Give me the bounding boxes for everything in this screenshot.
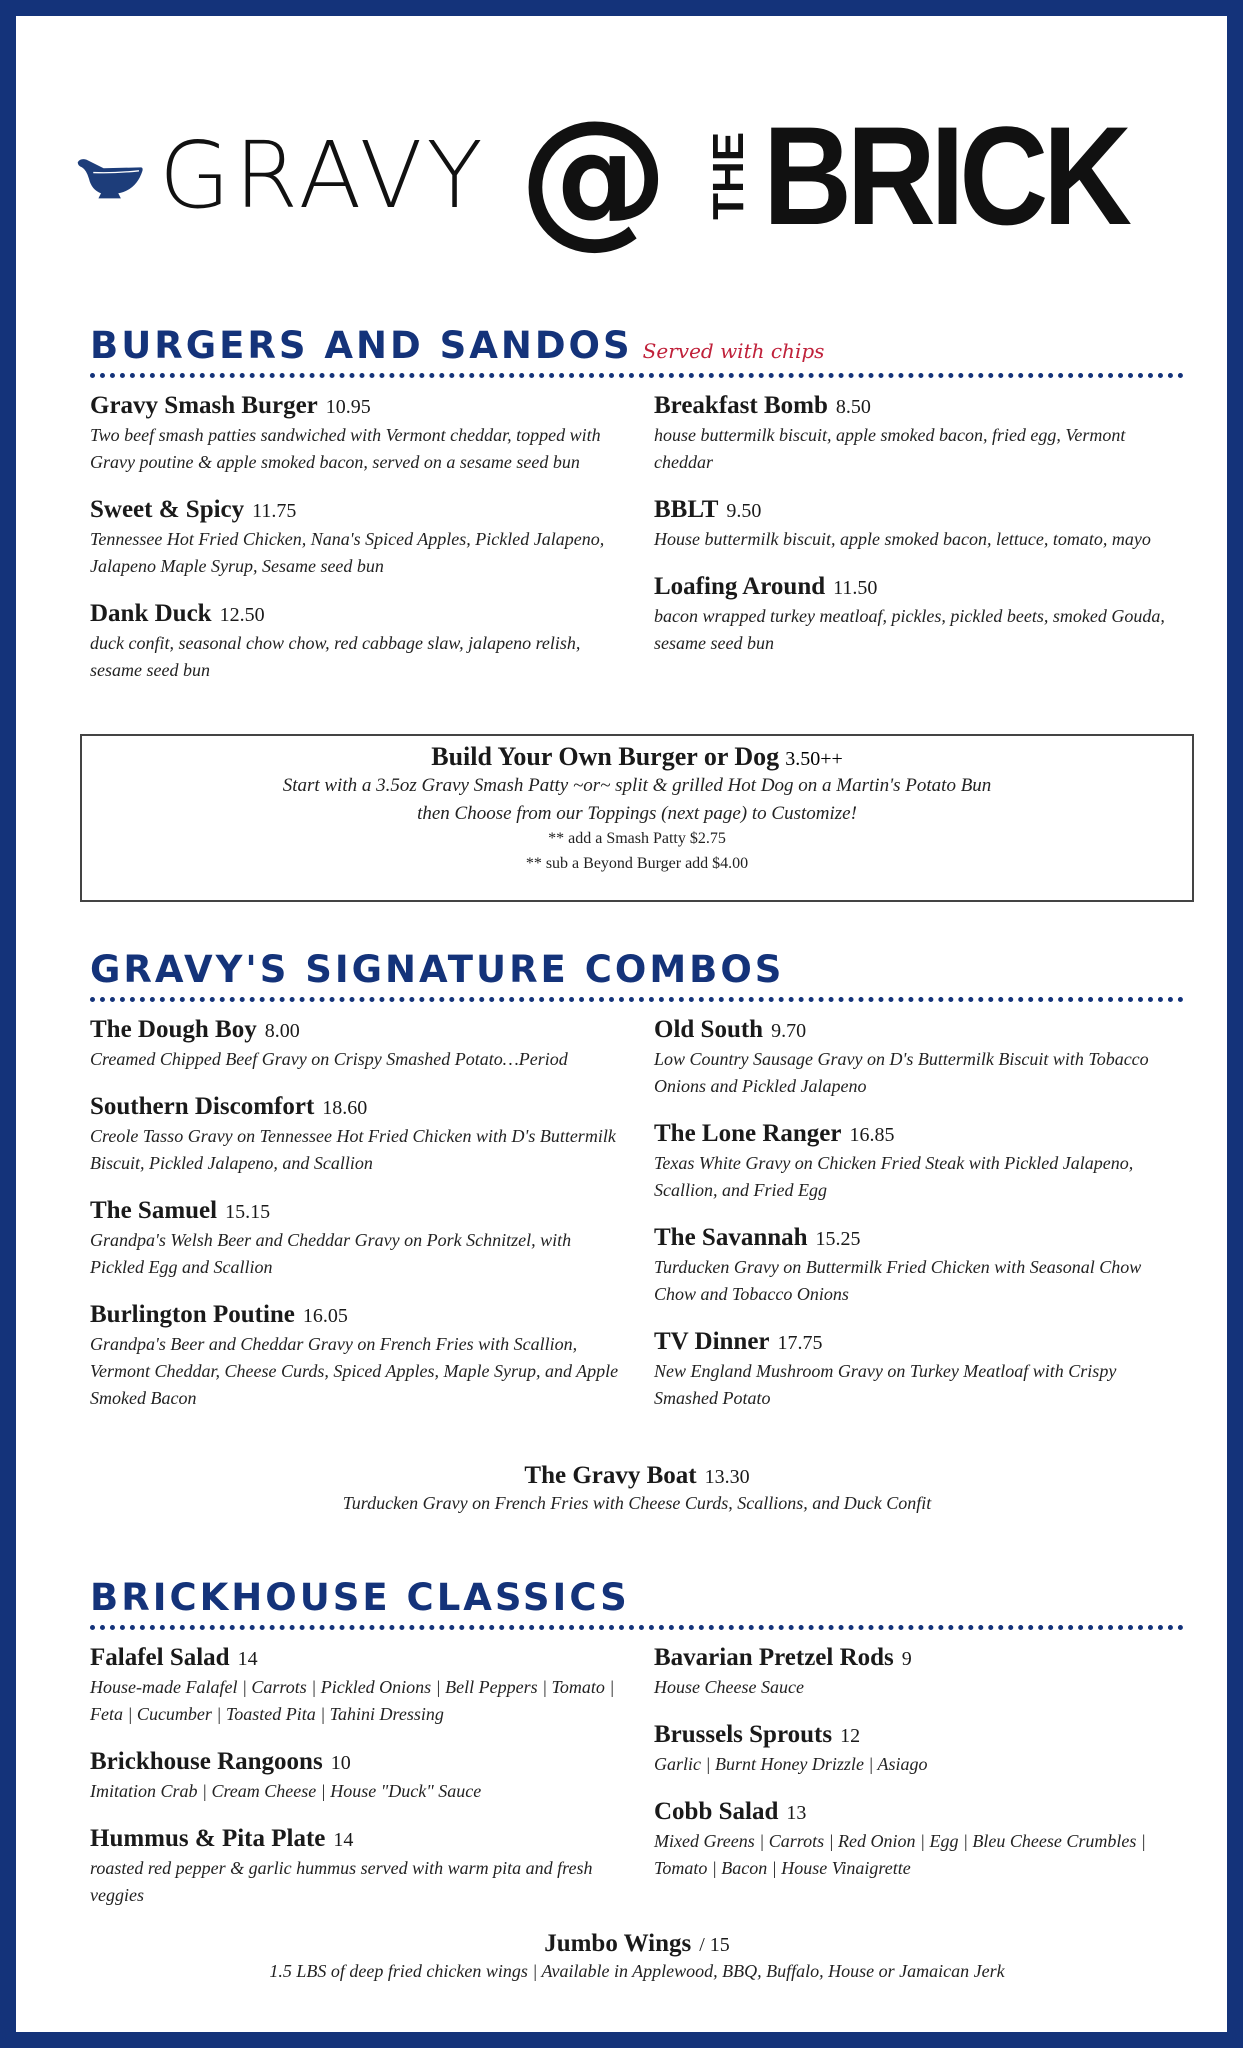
- section-title: BRICKHOUSE CLASSICS: [90, 1576, 630, 1619]
- item-price: 14: [237, 1648, 258, 1670]
- menu-item: [654, 1224, 1184, 1308]
- menu-item: [90, 1825, 620, 1909]
- build-title: Build Your Own Burger or Dog: [431, 742, 780, 771]
- item-price: 14: [333, 1829, 354, 1851]
- item-name: Old South: [654, 1016, 764, 1043]
- item-name: Jumbo Wings: [544, 1930, 692, 1957]
- item-price: 17.75: [777, 1332, 823, 1354]
- item-name: The Gravy Boat: [524, 1462, 697, 1489]
- item-name: Breakfast Bomb: [654, 392, 828, 419]
- logo-header: [76, 76, 1176, 276]
- menu-item: [90, 496, 620, 580]
- menu-item: [90, 600, 620, 684]
- combos-heading: [90, 948, 1184, 1002]
- item-name: The Savannah: [654, 1224, 808, 1251]
- item-name: The Samuel: [90, 1197, 218, 1224]
- menu-item: [90, 392, 620, 476]
- section-title: GRAVY'S SIGNATURE COMBOS: [90, 948, 785, 991]
- item-price: 13.30: [704, 1466, 750, 1488]
- build-note-1: ** add a Smash Patty $2.75: [548, 830, 726, 848]
- gravy-boat-icon: [76, 116, 145, 236]
- combos-left-column: [90, 1016, 620, 1432]
- menu-item: [90, 1016, 620, 1073]
- burgers-right-column: [654, 392, 1184, 704]
- jumbo-wings-item: [80, 1930, 1194, 1985]
- menu-item: [654, 573, 1184, 657]
- logo-the-text: THE: [703, 131, 753, 220]
- item-name: Dank Duck: [90, 600, 212, 627]
- item-name: Gravy Smash Burger: [90, 392, 318, 419]
- build-your-own-box: [80, 734, 1194, 902]
- item-description: house buttermilk biscuit, apple smoked bacon, fried egg, Vermont cheddar: [654, 425, 1126, 472]
- item-description: Grandpa's Welsh Beer and Cheddar Gravy on Pork Schnitzel, with Pickled Egg and Scallion: [90, 1230, 572, 1277]
- item-description: House-made Falafel | Carrots | Pickled Onions | Bell Peppers | Tomato | Feta | Cucumber | Toasted Pita | Tahini Dressing: [90, 1677, 615, 1724]
- logo-gravy-text: GRAVY: [159, 122, 487, 229]
- build-price: 3.50++: [785, 748, 843, 770]
- menu-item: [90, 1093, 620, 1177]
- item-description: Low Country Sausage Gravy on D's Buttermilk Biscuit with Tobacco Onions and Pickled Jalapeno: [654, 1049, 1149, 1096]
- item-price: 15.15: [225, 1201, 271, 1223]
- item-price: 13: [786, 1802, 807, 1824]
- item-price: 8.50: [835, 396, 871, 418]
- item-description: Creamed Chipped Beef Gravy on Crispy Smashed Potato…Period: [90, 1049, 568, 1069]
- menu-item: [654, 496, 1184, 553]
- item-name: Loafing Around: [654, 573, 826, 600]
- menu-item: [90, 1644, 620, 1728]
- item-description: bacon wrapped turkey meatloaf, pickles, pickled beets, smoked Gouda, sesame seed bun: [654, 606, 1165, 653]
- item-price: 15.25: [815, 1228, 861, 1250]
- menu-item: [654, 1721, 1184, 1778]
- item-price: 10.95: [325, 396, 371, 418]
- item-description: Two beef smash patties sandwiched with Vermont cheddar, topped with Gravy poutine & apple smoked bacon, served on a sesame seed bun: [90, 425, 601, 472]
- menu-item: [90, 1301, 620, 1412]
- item-name: Sweet & Spicy: [90, 496, 245, 523]
- classics-right-column: [654, 1644, 1184, 1929]
- classics-left-column: [90, 1644, 620, 1929]
- classics-section: [90, 1576, 1184, 1929]
- item-description: Tennessee Hot Fried Chicken, Nana's Spiced Apples, Pickled Jalapeno, Jalapeno Maple Syrup, Sesame seed bun: [90, 529, 605, 576]
- item-price: 8.00: [264, 1020, 300, 1042]
- menu-item: [90, 1197, 620, 1281]
- item-price: 9: [901, 1648, 912, 1670]
- build-note-2: ** sub a Beyond Burger add $4.00: [525, 854, 749, 872]
- burgers-heading: [90, 324, 1184, 378]
- item-name: TV Dinner: [654, 1328, 770, 1355]
- item-description: Turducken Gravy on French Fries with Cheese Curds, Scallions, and Duck Confit: [342, 1493, 932, 1513]
- menu-item: [654, 1328, 1184, 1412]
- item-description: Creole Tasso Gravy on Tennessee Hot Fried Chicken with D's Buttermilk Biscuit, Pickled Jalapeno, and Scallion: [90, 1126, 616, 1173]
- build-line-1: Start with a 3.5oz Gravy Smash Patty ~or~ split & grilled Hot Dog on a Martin's Potato Bun: [282, 775, 992, 796]
- item-name: Brickhouse Rangoons: [90, 1748, 323, 1775]
- item-description: Texas White Gravy on Chicken Fried Steak with Pickled Jalapeno, Scallion, and Fried Egg: [654, 1153, 1134, 1200]
- item-name: BBLT: [654, 496, 719, 523]
- combos-section: [90, 948, 1184, 1432]
- menu-item: [654, 1016, 1184, 1100]
- combos-right-column: [654, 1016, 1184, 1432]
- item-description: 1.5 LBS of deep fried chicken wings | Available in Applewood, BBQ, Buffalo, House or Jamaican Jerk: [269, 1961, 1005, 1981]
- menu-item: [654, 392, 1184, 476]
- item-description: House buttermilk biscuit, apple smoked bacon, lettuce, tomato, mayo: [654, 529, 1151, 549]
- item-description: Imitation Crab | Cream Cheese | House "Duck" Sauce: [90, 1781, 482, 1801]
- item-description: roasted red pepper & garlic hummus served with warm pita and fresh veggies: [90, 1858, 593, 1905]
- classics-heading: [90, 1576, 1184, 1630]
- item-name: The Lone Ranger: [654, 1120, 842, 1147]
- item-price: 16.85: [849, 1124, 895, 1146]
- item-price: 11.50: [833, 577, 878, 599]
- section-title: BURGERS AND SANDOS: [90, 324, 633, 367]
- item-name: The Dough Boy: [90, 1016, 257, 1043]
- item-price: 16.05: [302, 1305, 348, 1327]
- item-name: Falafel Salad: [90, 1644, 230, 1671]
- menu-item: [90, 1748, 620, 1805]
- item-name: Bavarian Pretzel Rods: [654, 1644, 894, 1671]
- item-name: Burlington Poutine: [90, 1301, 295, 1328]
- item-price: 18.60: [322, 1097, 368, 1119]
- menu-item: [654, 1644, 1184, 1701]
- item-price: 9.50: [726, 500, 762, 522]
- item-description: duck confit, seasonal chow chow, red cabbage slaw, jalapeno relish, sesame seed bun: [90, 633, 581, 680]
- item-description: Turducken Gravy on Buttermilk Fried Chicken with Seasonal Chow Chow and Tobacco Onions: [654, 1257, 1142, 1304]
- logo-brick-text: BRICK: [762, 97, 1127, 254]
- item-price: 9.70: [771, 1020, 807, 1042]
- burgers-section: [90, 324, 1184, 704]
- item-description: Mixed Greens | Carrots | Red Onion | Egg | Bleu Cheese Crumbles | Tomato | Bacon | House Vinaigrette: [654, 1831, 1146, 1878]
- item-description: New England Mushroom Gravy on Turkey Meatloaf with Crispy Smashed Potato: [654, 1361, 1117, 1408]
- item-price: 12: [840, 1725, 861, 1747]
- item-name: Hummus & Pita Plate: [90, 1825, 326, 1852]
- item-name: Cobb Salad: [654, 1798, 779, 1825]
- build-line-2: then Choose from our Toppings (next page) to Customize!: [417, 802, 857, 824]
- item-price: 11.75: [252, 500, 297, 522]
- item-price: 10: [330, 1752, 351, 1774]
- item-description: House Cheese Sauce: [654, 1677, 804, 1697]
- menu-item: [654, 1120, 1184, 1204]
- logo-at-symbol: @: [518, 89, 669, 263]
- section-subtitle: Served with chips: [642, 339, 825, 363]
- gravy-boat-item: [80, 1462, 1194, 1517]
- item-name: Southern Discomfort: [90, 1093, 315, 1120]
- menu-item: [654, 1798, 1184, 1882]
- item-price: 12.50: [219, 604, 265, 626]
- item-description: Garlic | Burnt Honey Drizzle | Asiago: [654, 1754, 928, 1774]
- burgers-left-column: [90, 392, 620, 704]
- item-description: Grandpa's Beer and Cheddar Gravy on French Fries with Scallion, Vermont Cheddar, Cheese Curds, Spiced Apples, Maple Syrup, and Apple Smoked Bacon: [90, 1334, 619, 1408]
- item-name: Brussels Sprouts: [654, 1721, 833, 1748]
- item-price: / 15: [699, 1934, 730, 1956]
